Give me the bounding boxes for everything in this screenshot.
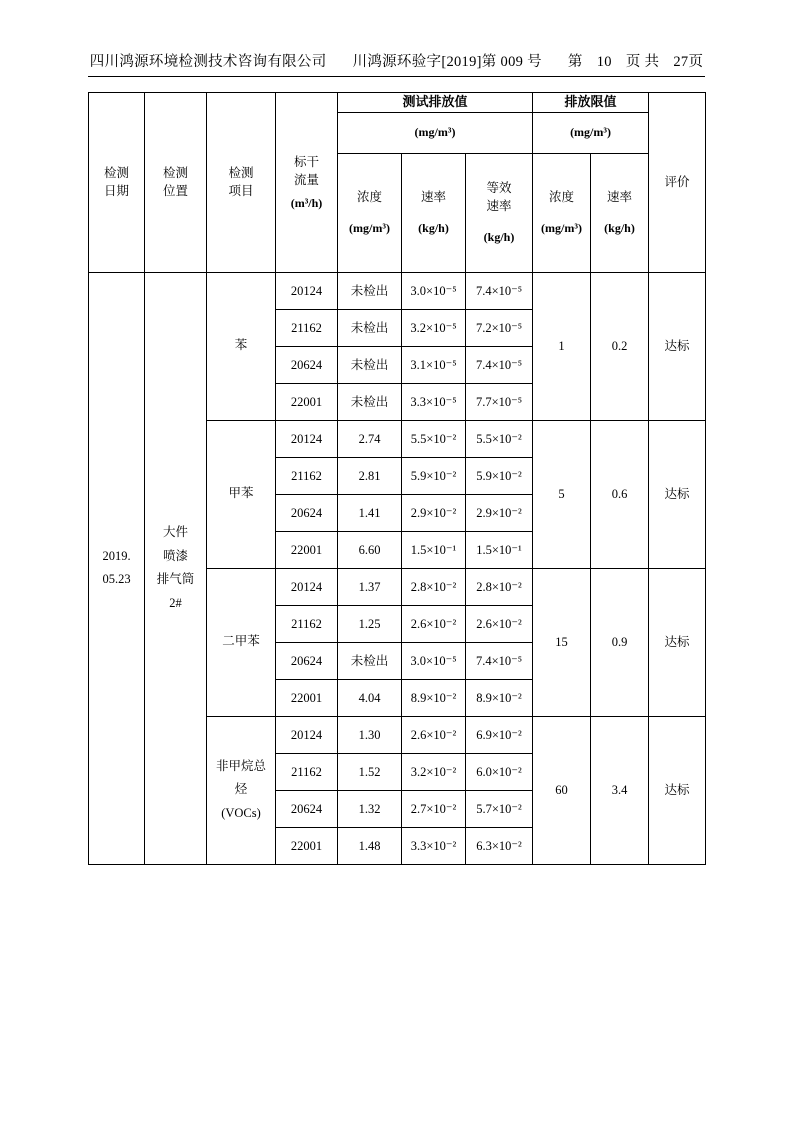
header-report-number: 川鸿源环验字[2019]第 009 号 <box>352 54 542 70</box>
cell-rate: 3.1×10⁻⁵ <box>402 346 466 383</box>
cell-equivalent-rate: 2.8×10⁻² <box>466 568 533 605</box>
page-header <box>88 50 705 71</box>
col-header-equivalent-rate: 等效 速率 (kg/h) <box>466 153 533 272</box>
cell-item: 苯 <box>207 272 276 420</box>
cell-item: 二甲苯 <box>207 568 276 716</box>
cell-limit-rate: 3.4 <box>591 716 649 864</box>
cell-equivalent-rate: 2.9×10⁻² <box>466 494 533 531</box>
col-header-measured-unit: (mg/m³) <box>338 112 533 153</box>
cell-limit-concentration: 5 <box>533 420 591 568</box>
cell-flow: 21162 <box>276 309 338 346</box>
cell-rate: 3.0×10⁻⁵ <box>402 642 466 679</box>
cell-flow: 20624 <box>276 790 338 827</box>
cell-rate: 2.7×10⁻² <box>402 790 466 827</box>
header-page-current: 10 <box>596 54 612 70</box>
cell-equivalent-rate: 8.9×10⁻² <box>466 679 533 716</box>
cell-equivalent-rate: 5.9×10⁻² <box>466 457 533 494</box>
cell-rate: 2.6×10⁻² <box>402 716 466 753</box>
cell-evaluation: 达标 <box>649 272 706 420</box>
cell-flow: 20124 <box>276 272 338 309</box>
cell-rate: 2.9×10⁻² <box>402 494 466 531</box>
cell-rate: 5.5×10⁻² <box>402 420 466 457</box>
table-row <box>89 272 706 309</box>
cell-flow: 20124 <box>276 420 338 457</box>
cell-equivalent-rate: 7.2×10⁻⁵ <box>466 309 533 346</box>
col-header-measured-group: 测试排放值 <box>338 93 533 113</box>
cell-concentration: 未检出 <box>338 642 402 679</box>
cell-concentration: 1.32 <box>338 790 402 827</box>
col-header-date: 检测 日期 <box>89 93 145 273</box>
cell-rate: 3.2×10⁻² <box>402 753 466 790</box>
cell-equivalent-rate: 1.5×10⁻¹ <box>466 531 533 568</box>
cell-limit-concentration: 1 <box>533 272 591 420</box>
cell-flow: 20124 <box>276 716 338 753</box>
cell-location: 大件 喷漆 排气筒 2# <box>145 272 207 864</box>
cell-equivalent-rate: 5.5×10⁻² <box>466 420 533 457</box>
col-header-limit-unit: (mg/m³) <box>533 112 649 153</box>
cell-concentration: 1.25 <box>338 605 402 642</box>
cell-concentration: 6.60 <box>338 531 402 568</box>
cell-limit-rate: 0.9 <box>591 568 649 716</box>
header-page-mid: 页 共 <box>625 54 660 70</box>
cell-flow: 20624 <box>276 494 338 531</box>
cell-item: 甲苯 <box>207 420 276 568</box>
cell-limit-concentration: 60 <box>533 716 591 864</box>
cell-rate: 2.6×10⁻² <box>402 605 466 642</box>
cell-rate: 5.9×10⁻² <box>402 457 466 494</box>
cell-equivalent-rate: 2.6×10⁻² <box>466 605 533 642</box>
col-header-location: 检测 位置 <box>145 93 207 273</box>
cell-equivalent-rate: 5.7×10⁻² <box>466 790 533 827</box>
cell-equivalent-rate: 6.0×10⁻² <box>466 753 533 790</box>
cell-equivalent-rate: 7.7×10⁻⁵ <box>466 383 533 420</box>
cell-date: 2019. 05.23 <box>89 272 145 864</box>
cell-concentration: 未检出 <box>338 272 402 309</box>
header-row-1 <box>89 93 706 113</box>
cell-concentration: 1.30 <box>338 716 402 753</box>
cell-rate: 3.3×10⁻⁵ <box>402 383 466 420</box>
col-header-item: 检测 项目 <box>207 93 276 273</box>
cell-rate: 1.5×10⁻¹ <box>402 531 466 568</box>
cell-equivalent-rate: 6.9×10⁻² <box>466 716 533 753</box>
cell-flow: 22001 <box>276 531 338 568</box>
cell-concentration: 1.37 <box>338 568 402 605</box>
emission-results-table <box>88 92 706 865</box>
cell-equivalent-rate: 6.3×10⁻² <box>466 827 533 864</box>
col-header-limit-rate: 速率 (kg/h) <box>591 153 649 272</box>
cell-evaluation: 达标 <box>649 716 706 864</box>
cell-equivalent-rate: 7.4×10⁻⁵ <box>466 642 533 679</box>
cell-concentration: 2.81 <box>338 457 402 494</box>
col-header-rate: 速率 (kg/h) <box>402 153 466 272</box>
cell-rate: 8.9×10⁻² <box>402 679 466 716</box>
col-header-conc: 浓度 (mg/m³) <box>338 153 402 272</box>
cell-flow: 21162 <box>276 605 338 642</box>
cell-limit-rate: 0.6 <box>591 420 649 568</box>
cell-rate: 3.3×10⁻² <box>402 827 466 864</box>
cell-limit-concentration: 15 <box>533 568 591 716</box>
col-header-evaluation: 评价 <box>649 93 706 273</box>
cell-rate: 3.2×10⁻⁵ <box>402 309 466 346</box>
cell-concentration: 未检出 <box>338 346 402 383</box>
cell-flow: 20124 <box>276 568 338 605</box>
cell-concentration: 未检出 <box>338 383 402 420</box>
header-divider <box>88 76 705 77</box>
header-page-total: 27 <box>673 54 689 70</box>
cell-rate: 3.0×10⁻⁵ <box>402 272 466 309</box>
cell-concentration: 1.52 <box>338 753 402 790</box>
cell-concentration: 1.48 <box>338 827 402 864</box>
cell-flow: 21162 <box>276 753 338 790</box>
cell-concentration: 未检出 <box>338 309 402 346</box>
cell-concentration: 1.41 <box>338 494 402 531</box>
cell-flow: 22001 <box>276 383 338 420</box>
cell-concentration: 2.74 <box>338 420 402 457</box>
cell-evaluation: 达标 <box>649 420 706 568</box>
cell-equivalent-rate: 7.4×10⁻⁵ <box>466 272 533 309</box>
col-header-limit-group: 排放限值 <box>533 93 649 113</box>
col-header-flow: 标干 流量 (m³/h) <box>276 93 338 273</box>
header-org: 四川鸿源环境检测技术咨询有限公司 <box>89 54 327 70</box>
cell-limit-rate: 0.2 <box>591 272 649 420</box>
cell-flow: 22001 <box>276 827 338 864</box>
cell-flow: 22001 <box>276 679 338 716</box>
cell-equivalent-rate: 7.4×10⁻⁵ <box>466 346 533 383</box>
cell-concentration: 4.04 <box>338 679 402 716</box>
cell-rate: 2.8×10⁻² <box>402 568 466 605</box>
cell-item: 非甲烷总 烃 (VOCs) <box>207 716 276 864</box>
cell-flow: 20624 <box>276 642 338 679</box>
cell-flow: 20624 <box>276 346 338 383</box>
col-header-limit-conc: 浓度 (mg/m³) <box>533 153 591 272</box>
cell-evaluation: 达标 <box>649 568 706 716</box>
cell-flow: 21162 <box>276 457 338 494</box>
header-page-suffix: 页 <box>688 54 704 70</box>
header-page-prefix: 第 <box>567 54 583 70</box>
